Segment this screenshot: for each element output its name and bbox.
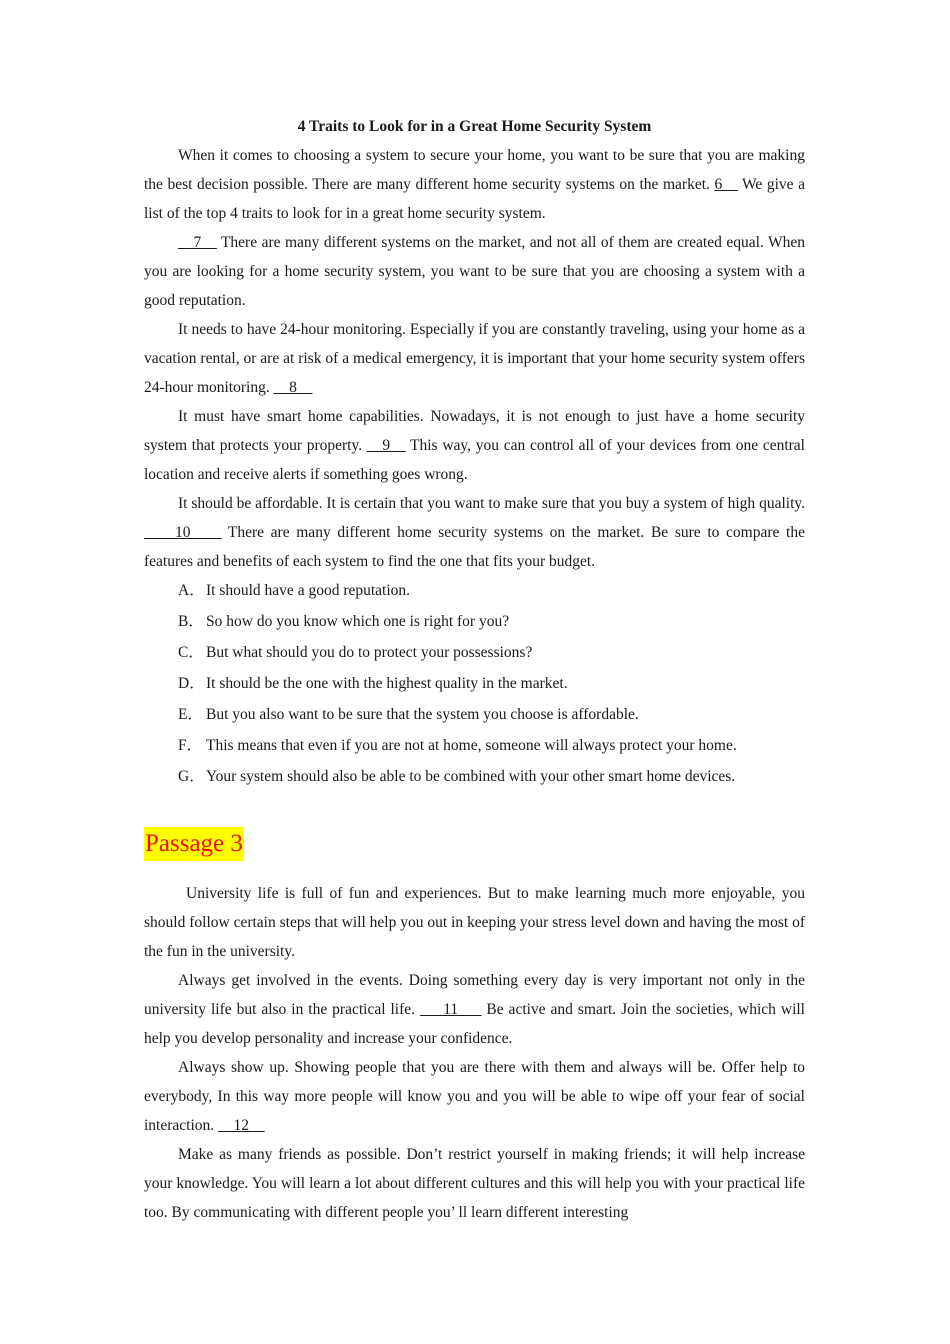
paragraph: It must have smart home capabilities. Nowadays, it is not enough to just have a home security system that protects your property. __9__ This way, you can control all of your devices from one central location and receive alerts if something goes wrong. xyxy=(144,408,805,483)
answer-blank-11: ___11___ xyxy=(419,1001,482,1018)
paragraph: Always show up. Showing people that you are there with them and always will be. Offer help to everybody, In this way more people will know you and you will be able to wipe off your fear of social interaction. __12__ xyxy=(144,1059,805,1134)
option-item: F． This means that even if you are not at home, someone will always protect your home. xyxy=(178,737,737,754)
document-page xyxy=(144,112,805,1227)
option-item: E． But you also want to be sure that the system you choose is affordable. xyxy=(178,706,639,723)
option-item: D．It should be the one with the highest quality in the market. xyxy=(178,675,568,692)
passage-heading: Passage 3 xyxy=(144,827,244,861)
passage-title: 4 Traits to Look for in a Great Home Security System xyxy=(297,118,652,135)
option-list xyxy=(144,576,805,791)
option-item: G．Your system should also be able to be combined with your other smart home devices. xyxy=(178,768,736,785)
paragraph: __7__ There are many different systems on the market, and not all of them are created equal. When you are looking for a home security system, you want to be sure that you are choosing a system with a good reputation. xyxy=(144,234,805,309)
paragraph: It needs to have 24-hour monitoring. Especially if you are constantly traveling, using your home as a vacation rental, or are at risk of a medical emergency, it is important that your home security system offers 24-hour monitoring. __8__ xyxy=(144,321,805,396)
paragraph: It should be affordable. It is certain that you want to make sure that you buy a system of high quality. ____10____ There are many different home security systems on the market. Be sure to compare the features and benefits of each system to find the one that fits your budget. xyxy=(144,495,805,570)
answer-blank-9: __9__ xyxy=(366,437,406,454)
paragraph: Make as many friends as possible. Don’t restrict yourself in making friends; it will help increase your knowledge. You will learn a lot about different cultures and this will help you with your practical life too. By communicating with different people you’ ll learn different interesting xyxy=(144,1146,805,1221)
paragraph: When it comes to choosing a system to secure your home, you want to be sure that you are making the best decision possible. There are many different home security systems on the market. 6__ We give a list of the top 4 traits to look for in a great home security system. xyxy=(144,147,806,222)
option-item: B． So how do you know which one is right for you? xyxy=(178,613,510,630)
answer-blank-10: ____10____ xyxy=(144,524,222,541)
option-item: A．It should have a good reputation. xyxy=(178,582,411,599)
answer-blank-6: 6__ xyxy=(714,176,738,193)
answer-blank-8: __8__ xyxy=(273,379,313,396)
paragraph: University life is full of fun and experiences. But to make learning much more enjoyable, you should follow certain steps that will help you out in keeping your stress level down and having the most of the fun in the university. xyxy=(144,885,805,960)
option-item: C． But what should you do to protect your possessions? xyxy=(178,644,533,661)
answer-blank-12: __12__ xyxy=(218,1117,265,1134)
answer-blank-7: __7__ xyxy=(178,234,217,251)
paragraph: Always get involved in the events. Doing something every day is very important not only in the university life but also in the practical life. ___11___ Be active and smart. Join the societies, which will help you develop personality and increase your confidence. xyxy=(144,972,805,1047)
